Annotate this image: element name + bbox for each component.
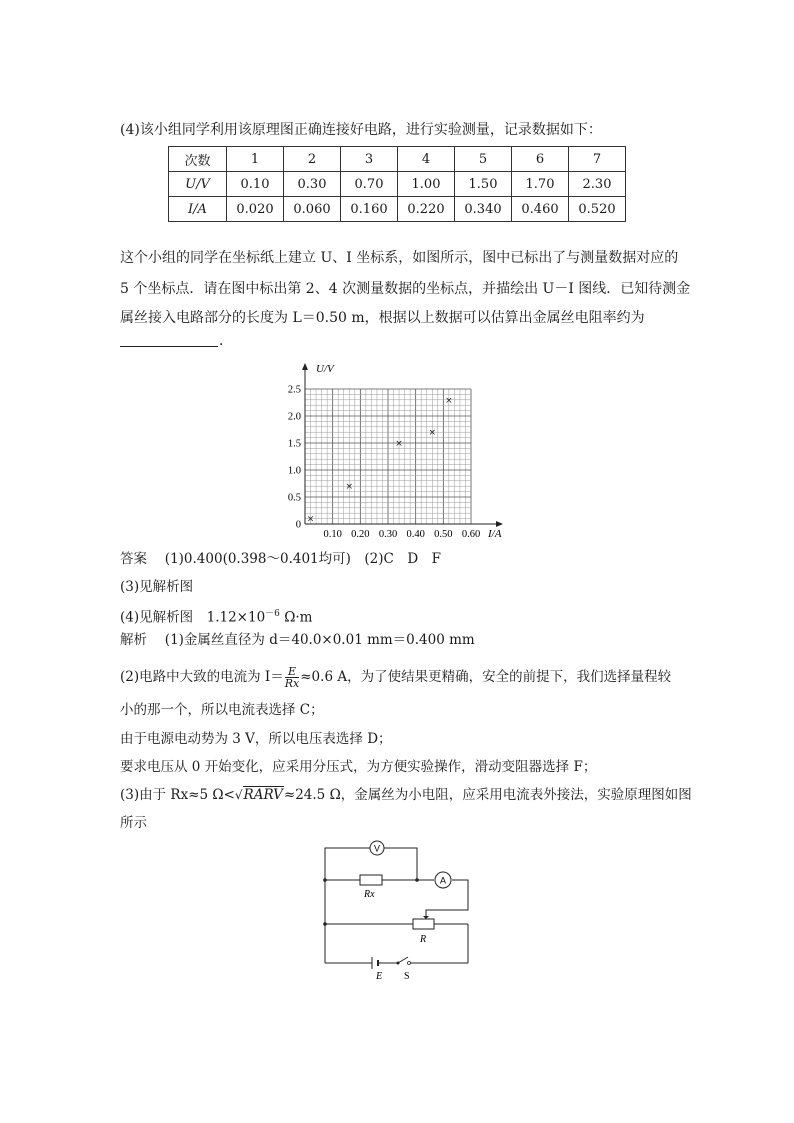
table-cell: 0.10 — [227, 172, 284, 197]
table-cell: 0.060 — [284, 197, 341, 222]
answer-part-4 — [120, 605, 312, 627]
chart-ylabel: U/V — [316, 363, 334, 375]
x-tick-label: 0.50 — [434, 529, 453, 540]
table-header-cell: 3 — [341, 147, 398, 172]
analysis-step-4: 要求电压从 0 开始变化，应采用分压式，为方便实验操作，滑动变阻器选择 F； — [120, 759, 597, 775]
table-cell: 1.00 — [398, 172, 455, 197]
table-cell: 0.70 — [341, 172, 398, 197]
table-header-cell: 7 — [569, 147, 626, 172]
analysis-step-5-pre: (3)由于 Rx≈5 Ω< — [120, 787, 235, 803]
rheostat-symbol — [413, 919, 434, 929]
table-row-current — [169, 197, 626, 222]
answer-part-1-2: (1)0.400(0.398～0.401均可) (2)C D F — [164, 551, 442, 567]
x-tick-label: 0.30 — [378, 529, 398, 540]
table-row-voltage — [169, 172, 626, 197]
analysis-step-2-line-2: 小的那一个，所以电流表选择 C； — [120, 702, 324, 718]
table-cell: 0.30 — [284, 172, 341, 197]
junction-dot — [415, 878, 419, 882]
analysis-step-2 — [120, 666, 671, 689]
chart-grid — [305, 389, 471, 524]
battery-label: E — [376, 971, 383, 982]
analysis-step-2-post: ≈0.6 A，为了使结果更精确，安全的前提下，我们选择量程较 — [300, 669, 672, 685]
x-tick-label: 0.40 — [406, 529, 425, 540]
data-point: × — [428, 428, 437, 439]
fraction — [285, 666, 300, 689]
table-header-row — [169, 147, 626, 172]
table-cell: 2.30 — [569, 172, 626, 197]
y-tick-label: 2.0 — [287, 411, 301, 423]
resistor-rx — [360, 875, 382, 885]
analysis-step-5-post: ≈24.5 Ω，金属丝为小电阻，应采用电流表外接法，实验原理图如图 — [283, 787, 692, 803]
analysis-step-1: (1)金属丝直径为 d＝40.0×0.01 mm＝0.400 mm — [164, 632, 475, 648]
junction-dot — [323, 922, 327, 926]
x-axis-arrow — [496, 521, 503, 527]
table-header-cell: 1 — [227, 147, 284, 172]
table-cell: 0.520 — [569, 197, 626, 222]
circuit-diagram — [310, 838, 485, 983]
analysis-step-3: 由于电源电动势为 3 V，所以电压表选择 D； — [120, 731, 392, 747]
table-header-cell: 4 — [398, 147, 455, 172]
data-point: × — [395, 439, 403, 449]
y-tick-label: 0.5 — [287, 492, 301, 504]
table-cell: 0.460 — [512, 197, 569, 222]
table-row-label: I/A — [169, 197, 227, 222]
ammeter-label: A — [439, 875, 447, 886]
analysis-step-2-pre: (2)电路中大致的电流为 I＝ — [120, 669, 284, 685]
ui-graph — [280, 358, 520, 543]
answer-part-3: (3)见解析图 — [120, 579, 194, 595]
x-tick-label: 0.10 — [323, 529, 342, 540]
x-tick-label: 0.60 — [461, 529, 481, 540]
question-intro: (4)该小组同学利用该原理图正确连接好电路，进行实验测量，记录数据如下： — [120, 122, 602, 138]
switch-contact — [408, 962, 411, 965]
table-header-cell: 5 — [455, 147, 512, 172]
switch-contact — [397, 962, 400, 965]
chart-tick-labels — [288, 385, 480, 541]
question-paragraph-end: ． — [219, 333, 233, 349]
voltmeter-label: V — [373, 843, 381, 854]
answer-unit: Ω·m — [279, 609, 313, 626]
rheostat-label: R — [420, 934, 427, 945]
table-cell: 0.020 — [227, 197, 284, 222]
y-tick-label: 2.5 — [287, 384, 301, 396]
table-cell: 1.50 — [455, 172, 512, 197]
fraction-denominator: Rx — [284, 677, 300, 690]
switch-label: S — [404, 971, 410, 982]
answer-label: 答案 — [120, 551, 147, 567]
question-paragraph-line-3: 属丝接入电路部分的长度为 L＝0.50 m，根据以上数据可以估算出金属丝电阻率约为 — [120, 310, 645, 326]
y-tick-label: 1.5 — [287, 438, 301, 450]
table-cell: 0.160 — [341, 197, 398, 222]
table-header-cell: 6 — [512, 147, 569, 172]
data-table — [168, 146, 626, 222]
resistor-rx-label: Rx — [364, 889, 375, 900]
analysis-step-5-line-2: 所示 — [120, 815, 147, 831]
table-header-cell: 次数 — [169, 147, 227, 172]
analysis-line-1 — [120, 631, 475, 649]
answer-blank[interactable] — [120, 346, 218, 347]
analysis-label: 解析 — [120, 632, 147, 648]
table-cell: 0.220 — [398, 197, 455, 222]
fraction-numerator: E — [285, 666, 300, 678]
chart-points — [307, 396, 453, 525]
answer-exponent: －6 — [265, 609, 280, 619]
wire-voltmeter-right — [384, 848, 417, 880]
table-row-label: U/V — [169, 172, 227, 197]
data-point: × — [345, 482, 354, 493]
table-cell: 0.340 — [455, 197, 512, 222]
y-axis-arrow — [302, 363, 308, 370]
table-cell: 1.70 — [512, 172, 569, 197]
switch-blade — [398, 957, 408, 963]
data-point: × — [445, 395, 453, 406]
question-paragraph-line-2: 5 个坐标点．请在图中标出第 2、4 次测量数据的坐标点，并描绘出 U－I 图线．已知待测金 — [120, 281, 691, 297]
analysis-step-5: (3)由于 Rx≈5 Ω<√RARV≈24.5 Ω，金属丝为小电阻，应采用电流表外接法，实验原理图如图 — [120, 787, 692, 803]
x-tick-label: 0.20 — [351, 529, 370, 540]
junction-dot — [323, 878, 327, 882]
y-tick-label: 1.0 — [287, 465, 301, 477]
question-paragraph-line-1: 这个小组的同学在坐标纸上建立 U、I 坐标系，如图所示，图中已标出了与测量数据对应的 — [120, 250, 679, 266]
table-header-cell: 2 — [284, 147, 341, 172]
answer-part-4-text: (4)见解析图 1.12×10 — [120, 609, 266, 626]
sqrt-radicand: RARV — [243, 787, 283, 803]
chart-xlabel: I/A — [488, 528, 502, 540]
answer-line-1 — [120, 550, 441, 568]
y-tick-label: 0 — [295, 519, 301, 531]
data-point: × — [306, 514, 315, 525]
